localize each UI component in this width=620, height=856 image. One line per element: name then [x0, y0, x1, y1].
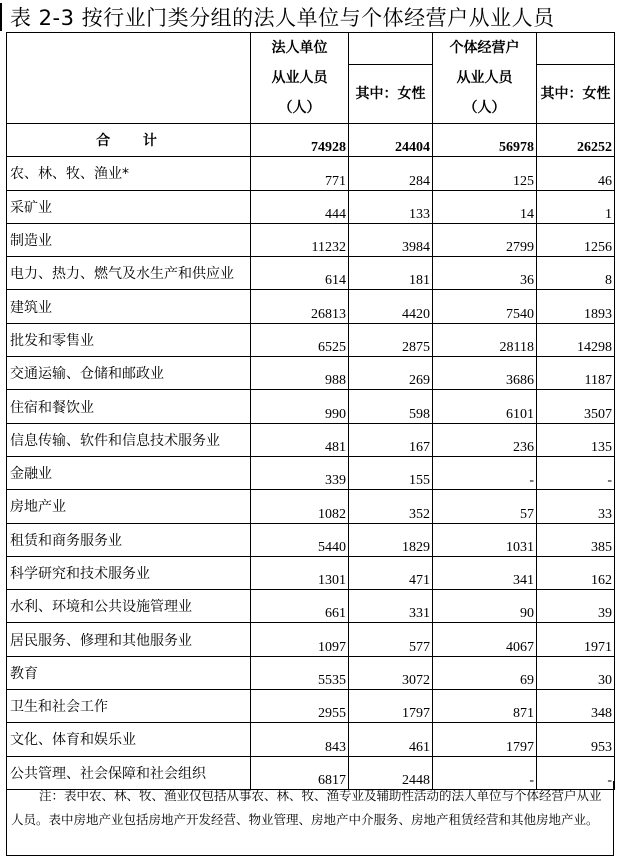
- header-individual: [433, 33, 537, 124]
- legal-female-value: 1797: [349, 690, 433, 723]
- table-row: [7, 323, 615, 356]
- legal-female-value: 181: [349, 257, 433, 290]
- legal-female-value: 577: [349, 623, 433, 656]
- legal-value: 771: [251, 157, 349, 190]
- row-label: 金融业: [7, 456, 251, 489]
- row-label: 文化、体育和娱乐业: [7, 723, 251, 756]
- individual-value: 36: [433, 257, 537, 290]
- individual-female-value: 30: [537, 656, 615, 689]
- legal-value: 1097: [251, 623, 349, 656]
- row-label: 住宿和餐饮业: [7, 390, 251, 423]
- data-table: [6, 32, 615, 790]
- legal-value: 614: [251, 257, 349, 290]
- row-label: 卫生和社会工作: [7, 690, 251, 723]
- legal-female-value: 598: [349, 390, 433, 423]
- header-legal-female: 其中：女性: [349, 65, 433, 124]
- individual-female-value: 1187: [537, 357, 615, 390]
- table-row: [7, 456, 615, 489]
- table-row: [7, 423, 615, 456]
- legal-value: 339: [251, 456, 349, 489]
- individual-female-value: 953: [537, 723, 615, 756]
- header-legal-female-top: [349, 33, 433, 65]
- individual-female-value: 39: [537, 590, 615, 623]
- individual-female-value: 46: [537, 157, 615, 190]
- legal-female-value: 4420: [349, 290, 433, 323]
- individual-female-value: -: [537, 756, 615, 789]
- legal-value: 11232: [251, 223, 349, 256]
- table-row: [7, 723, 615, 756]
- legal-female-value: 331: [349, 590, 433, 623]
- row-label: 采矿业: [7, 190, 251, 223]
- individual-female-value: -: [537, 456, 615, 489]
- individual-female-value: 1893: [537, 290, 615, 323]
- total-individual-female: 26252: [537, 124, 615, 157]
- legal-value: 5440: [251, 523, 349, 556]
- legal-female-value: 155: [349, 456, 433, 489]
- individual-female-value: 33: [537, 490, 615, 523]
- table-row: [7, 590, 615, 623]
- row-label: 水利、环境和公共设施管理业: [7, 590, 251, 623]
- individual-value: 341: [433, 556, 537, 589]
- header-individual-female: 其中：女性: [537, 65, 615, 124]
- table-row: [7, 623, 615, 656]
- row-label: 建筑业: [7, 290, 251, 323]
- table-row: [7, 290, 615, 323]
- total-legal-female: 24404: [349, 124, 433, 157]
- header-legal-persons: [251, 33, 349, 124]
- table-title-area: [0, 0, 620, 32]
- row-label: 批发和零售业: [7, 323, 251, 356]
- individual-value: 28118: [433, 323, 537, 356]
- header-ind-female-top: [537, 33, 615, 65]
- table-row: [7, 556, 615, 589]
- legal-value: 2955: [251, 690, 349, 723]
- individual-female-value: 385: [537, 523, 615, 556]
- header-legal-line2: 从业人员: [271, 70, 328, 86]
- note-text: 注：表中农、林、牧、渔业仅包括从事农、林、牧、渔专业及辅助性活动的法人单位与个体经营户从业人员。表中房地产业包括房地产开发经营、物业管理、房地产中介服务、房地产租赁经营和其他房地产业。: [11, 788, 602, 827]
- table-row: [7, 257, 615, 290]
- legal-female-value: 133: [349, 190, 433, 223]
- row-label: 制造业: [7, 223, 251, 256]
- header-corner: [7, 33, 251, 124]
- row-label: 科学研究和技术服务业: [7, 556, 251, 589]
- legal-value: 6525: [251, 323, 349, 356]
- row-label: 电力、热力、燃气及水生产和供应业: [7, 257, 251, 290]
- individual-female-value: 8: [537, 257, 615, 290]
- legal-value: 6817: [251, 756, 349, 789]
- legal-female-value: 167: [349, 423, 433, 456]
- individual-female-value: 1: [537, 190, 615, 223]
- table-note: [6, 781, 614, 856]
- header-ind-line1: 个体经营户: [449, 40, 520, 56]
- legal-female-value: 3984: [349, 223, 433, 256]
- legal-female-value: 2448: [349, 756, 433, 789]
- legal-value: 661: [251, 590, 349, 623]
- table-row: [7, 190, 615, 223]
- table-row: [7, 523, 615, 556]
- row-label: 农、林、牧、渔业*: [7, 157, 251, 190]
- individual-value: 57: [433, 490, 537, 523]
- legal-female-value: 1829: [349, 523, 433, 556]
- legal-female-value: 269: [349, 357, 433, 390]
- row-label: 居民服务、修理和其他服务业: [7, 623, 251, 656]
- table-row: [7, 357, 615, 390]
- individual-value: 90: [433, 590, 537, 623]
- individual-female-value: 348: [537, 690, 615, 723]
- legal-value: 990: [251, 390, 349, 423]
- legal-female-value: 471: [349, 556, 433, 589]
- row-label: 交通运输、仓储和邮政业: [7, 357, 251, 390]
- individual-value: 236: [433, 423, 537, 456]
- individual-value: -: [433, 456, 537, 489]
- title-marker: [0, 3, 2, 31]
- legal-value: 1082: [251, 490, 349, 523]
- table-row: [7, 157, 615, 190]
- total-individual: 56978: [433, 124, 537, 157]
- total-legal: 74928: [251, 124, 349, 157]
- individual-value: 4067: [433, 623, 537, 656]
- row-label: 租赁和商务服务业: [7, 523, 251, 556]
- legal-value: 26813: [251, 290, 349, 323]
- legal-value: 481: [251, 423, 349, 456]
- individual-female-value: 14298: [537, 323, 615, 356]
- legal-female-value: 461: [349, 723, 433, 756]
- table-row: [7, 390, 615, 423]
- legal-value: 444: [251, 190, 349, 223]
- individual-value: 125: [433, 157, 537, 190]
- legal-value: 5535: [251, 656, 349, 689]
- header-legal-line1: 法人单位: [271, 40, 328, 56]
- legal-value: 843: [251, 723, 349, 756]
- row-label: 教育: [7, 656, 251, 689]
- header-row-top: [7, 33, 615, 65]
- header-ind-line3: （人）: [463, 100, 506, 116]
- table-row: [7, 656, 615, 689]
- legal-female-value: 352: [349, 490, 433, 523]
- individual-value: 1797: [433, 723, 537, 756]
- individual-female-value: 1256: [537, 223, 615, 256]
- individual-female-value: 1971: [537, 623, 615, 656]
- legal-value: 988: [251, 357, 349, 390]
- individual-female-value: 3507: [537, 390, 615, 423]
- individual-female-value: 135: [537, 423, 615, 456]
- header-legal-line3: （人）: [278, 100, 321, 116]
- individual-female-value: 162: [537, 556, 615, 589]
- legal-female-value: 3072: [349, 656, 433, 689]
- legal-value: 1301: [251, 556, 349, 589]
- row-label: 信息传输、软件和信息技术服务业: [7, 423, 251, 456]
- individual-value: 1031: [433, 523, 537, 556]
- row-label: 公共管理、社会保障和社会组织: [7, 756, 251, 789]
- table-title: 表 2-3 按行业门类分组的法人单位与个体经营户从业人员: [10, 6, 555, 30]
- individual-value: 871: [433, 690, 537, 723]
- header-ind-line2: 从业人员: [456, 70, 513, 86]
- total-label: 合 计: [7, 124, 251, 157]
- row-label: 房地产业: [7, 490, 251, 523]
- individual-value: 69: [433, 656, 537, 689]
- individual-value: 2799: [433, 223, 537, 256]
- individual-value: 14: [433, 190, 537, 223]
- individual-value: 7540: [433, 290, 537, 323]
- table-row: [7, 490, 615, 523]
- table-row: [7, 223, 615, 256]
- legal-female-value: 2875: [349, 323, 433, 356]
- individual-value: -: [433, 756, 537, 789]
- individual-value: 6101: [433, 390, 537, 423]
- table-row: [7, 690, 615, 723]
- legal-female-value: 284: [349, 157, 433, 190]
- total-row: [7, 124, 615, 157]
- individual-value: 3686: [433, 357, 537, 390]
